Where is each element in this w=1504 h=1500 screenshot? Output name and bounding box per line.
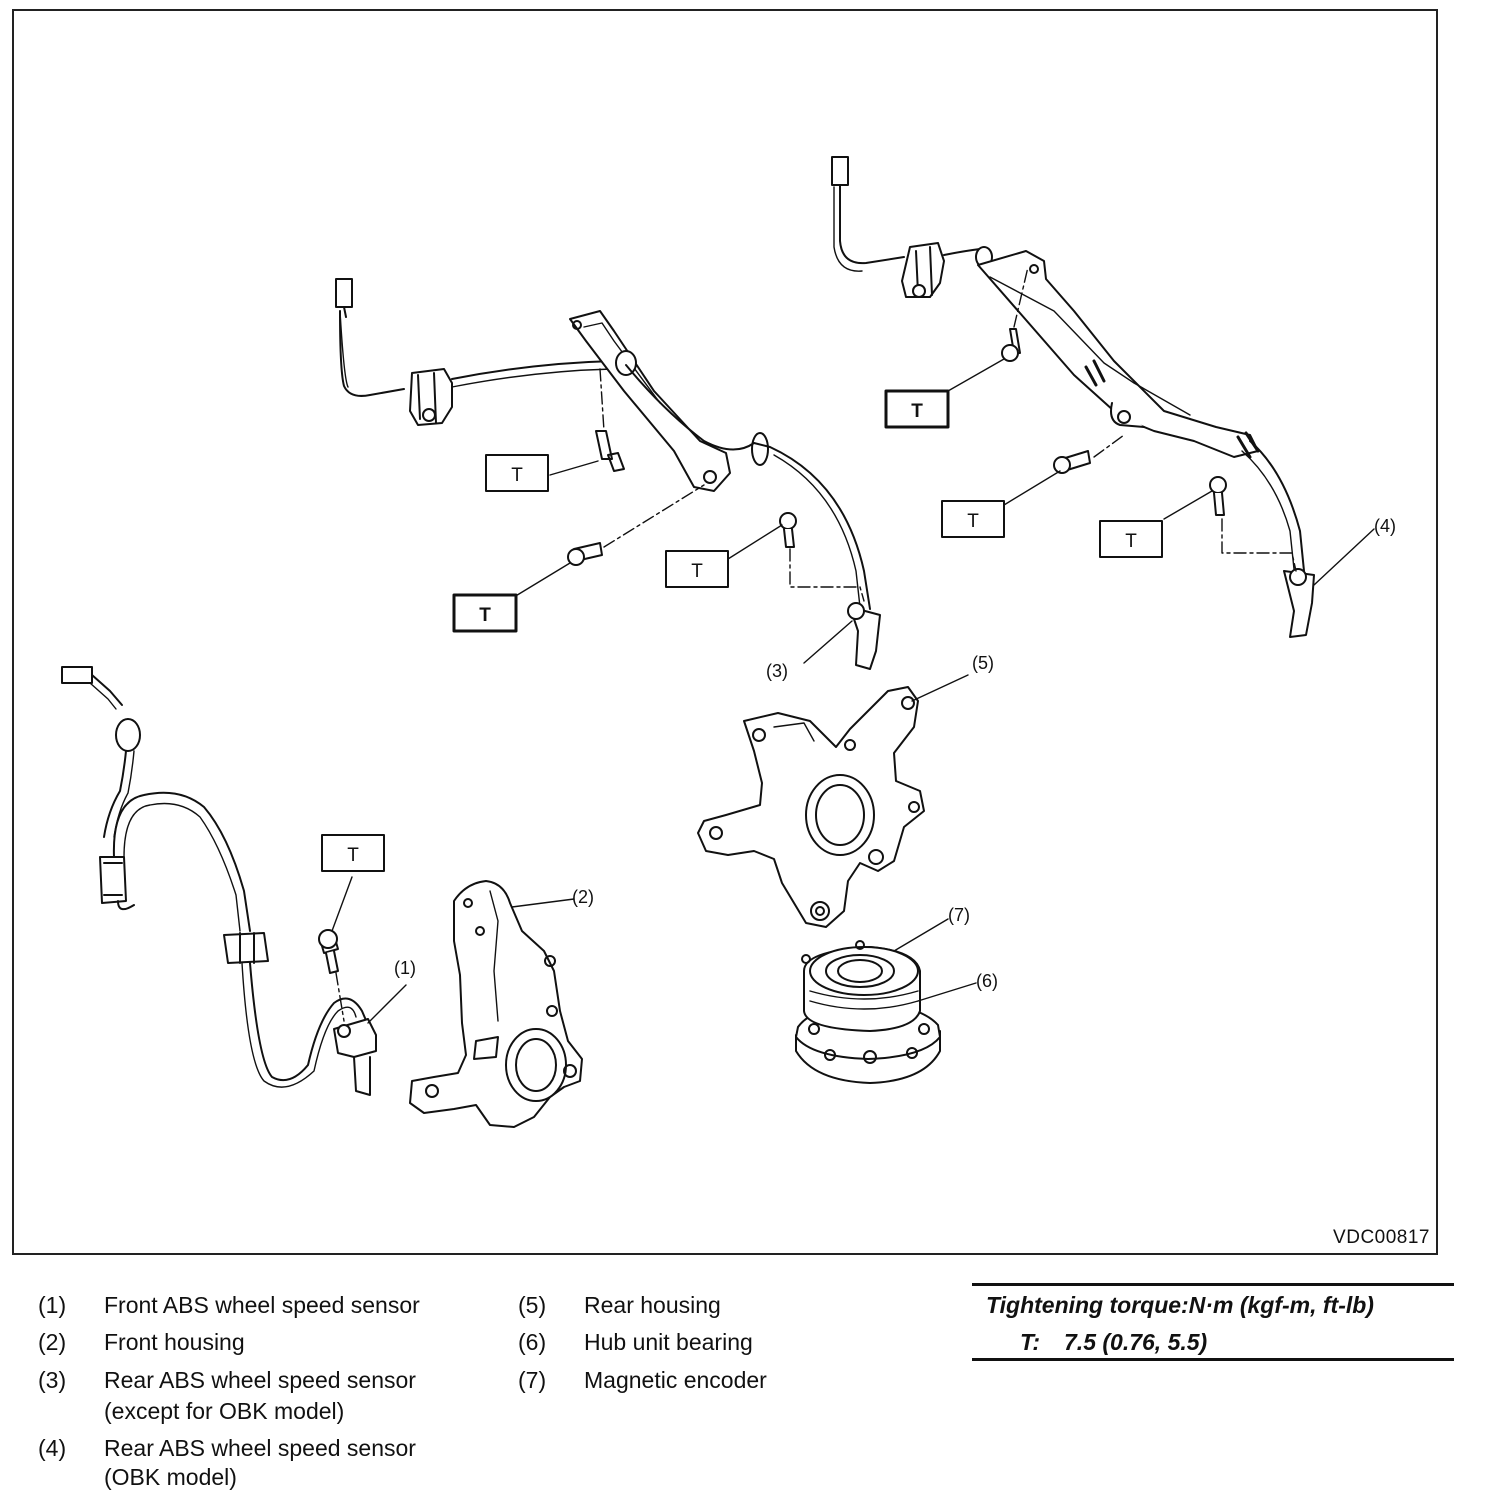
legend-number: (7): [518, 1367, 547, 1393]
rear-housing: [698, 675, 968, 927]
torque-label: T: [967, 511, 979, 532]
torque-label: T: [479, 605, 491, 626]
callout-4: (4): [1374, 516, 1396, 536]
legend-text: Front ABS wheel speed sensor: [104, 1292, 420, 1318]
legend-number: (1): [38, 1292, 67, 1318]
legend-text: Hub unit bearing: [584, 1329, 753, 1355]
torque-label: T: [1125, 531, 1137, 552]
legend-text: Magnetic encoder: [584, 1367, 767, 1393]
callout-6: (6): [976, 971, 998, 991]
legend-number: (5): [518, 1292, 547, 1318]
callout-1: (1): [394, 958, 416, 978]
legend-number: (2): [38, 1329, 67, 1355]
legend-number: (6): [518, 1329, 547, 1355]
callout-3: (3): [766, 661, 788, 681]
legend-right: [518, 1286, 898, 1406]
torque-heading: Tightening torque:N·m (kgf-m, ft-lb): [986, 1292, 1374, 1318]
torque-value-line: [1020, 1329, 1207, 1356]
diagram-artwork: [14, 11, 1440, 1257]
hub-unit-bearing: [796, 919, 976, 1083]
figure-code: VDC00817: [1333, 1227, 1430, 1248]
callout-7: (7): [948, 905, 970, 925]
legend-number: (3): [38, 1367, 67, 1393]
torque-label: T: [347, 845, 359, 866]
callout-2: (2): [572, 887, 594, 907]
legend-text: (except for OBK model): [104, 1398, 345, 1424]
legend-text: Rear ABS wheel speed sensor: [104, 1367, 416, 1393]
exploded-diagram: [12, 9, 1438, 1255]
front-abs-sensor: [62, 667, 406, 1095]
torque-boxes: [322, 391, 1162, 871]
legend-text: Rear ABS wheel speed sensor: [104, 1435, 416, 1461]
legend-number: (4): [38, 1435, 67, 1461]
rear-abs-sensor-except-obk: [336, 279, 880, 669]
torque-label: T: [691, 561, 703, 582]
torque-label: T: [511, 465, 523, 486]
legend-text: Rear housing: [584, 1292, 721, 1318]
front-housing: [410, 881, 582, 1127]
torque-label: T: [911, 401, 923, 422]
torque-spec: [972, 1283, 1454, 1361]
torque-value: 7.5 (0.76, 5.5): [1064, 1329, 1208, 1355]
callout-5: (5): [972, 653, 994, 673]
torque-symbol: T:: [1020, 1329, 1041, 1355]
legend-text: (OBK model): [104, 1464, 237, 1490]
legend-left: [38, 1286, 498, 1496]
legend-text: Front housing: [104, 1329, 245, 1355]
